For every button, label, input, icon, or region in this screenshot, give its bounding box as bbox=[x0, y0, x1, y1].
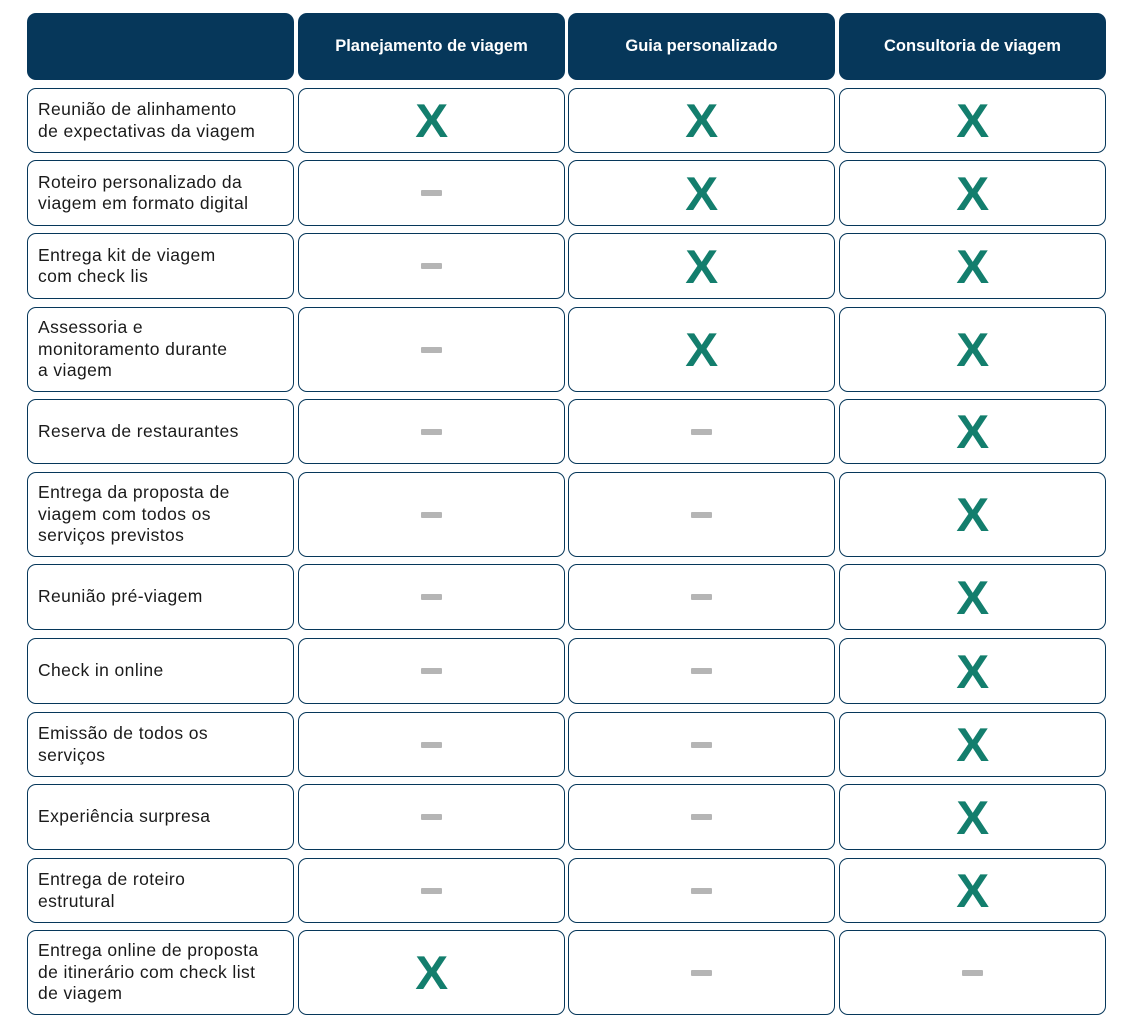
check-x-icon: X bbox=[956, 570, 989, 624]
feature-cell bbox=[568, 307, 835, 392]
feature-cell bbox=[568, 858, 835, 923]
feature-cell bbox=[298, 784, 565, 850]
dash-icon bbox=[691, 742, 712, 748]
feature-cell bbox=[568, 472, 835, 557]
feature-cell bbox=[568, 638, 835, 704]
column-header: Consultoria de viagem bbox=[839, 13, 1106, 80]
header-corner bbox=[27, 13, 294, 80]
dash-icon bbox=[421, 429, 442, 435]
row-label-text: Reunião pré-viagem bbox=[38, 586, 203, 607]
feature-cell bbox=[839, 160, 1106, 226]
feature-cell bbox=[298, 472, 565, 557]
check-x-icon: X bbox=[685, 323, 718, 376]
feature-cell bbox=[839, 858, 1106, 923]
check-x-icon: X bbox=[956, 790, 989, 844]
row-label bbox=[27, 930, 294, 1015]
feature-cell bbox=[839, 930, 1106, 1015]
feature-cell bbox=[298, 564, 565, 630]
row-label bbox=[27, 638, 294, 704]
check-x-icon: X bbox=[956, 488, 989, 541]
feature-cell bbox=[298, 233, 565, 299]
check-x-icon: X bbox=[685, 94, 718, 147]
feature-cell bbox=[568, 564, 835, 630]
dash-icon bbox=[691, 814, 712, 820]
dash-icon bbox=[421, 814, 442, 820]
dash-icon bbox=[421, 668, 442, 674]
column-header: Planejamento de viagem bbox=[298, 13, 565, 80]
row-label bbox=[27, 88, 294, 153]
row-label-text: Entrega online de proposta de itinerário com check list de viagem bbox=[38, 940, 259, 1004]
row-label-text: Roteiro personalizado da viagem em formato digital bbox=[38, 171, 249, 213]
row-label bbox=[27, 564, 294, 630]
feature-cell bbox=[298, 307, 565, 392]
dash-icon bbox=[691, 888, 712, 894]
row-label bbox=[27, 307, 294, 392]
dash-icon bbox=[421, 512, 442, 518]
dash-icon bbox=[691, 429, 712, 435]
feature-cell bbox=[568, 88, 835, 153]
check-x-icon: X bbox=[415, 946, 448, 999]
check-x-icon: X bbox=[956, 94, 989, 147]
check-x-icon: X bbox=[956, 864, 989, 917]
row-label-text: Check in online bbox=[38, 660, 164, 681]
feature-cell bbox=[298, 638, 565, 704]
check-x-icon: X bbox=[685, 239, 718, 293]
feature-cell bbox=[839, 564, 1106, 630]
feature-cell bbox=[839, 233, 1106, 299]
row-label-text: Reunião de alinhamento de expectativas da viagem bbox=[38, 99, 256, 141]
check-x-icon: X bbox=[415, 94, 448, 147]
dash-icon bbox=[691, 594, 712, 600]
row-label-text: Reserva de restaurantes bbox=[38, 420, 239, 441]
feature-cell bbox=[568, 784, 835, 850]
feature-cell bbox=[839, 638, 1106, 704]
check-x-icon: X bbox=[956, 166, 989, 220]
row-label bbox=[27, 784, 294, 850]
feature-cell bbox=[839, 712, 1106, 777]
dash-icon bbox=[421, 888, 442, 894]
row-label bbox=[27, 712, 294, 777]
row-label bbox=[27, 160, 294, 226]
row-label bbox=[27, 233, 294, 299]
feature-cell bbox=[568, 399, 835, 464]
feature-cell bbox=[298, 712, 565, 777]
dash-icon bbox=[421, 742, 442, 748]
row-label bbox=[27, 858, 294, 923]
feature-cell bbox=[298, 88, 565, 153]
row-label-text: Entrega de roteiro estrutural bbox=[38, 869, 186, 911]
dash-icon bbox=[691, 512, 712, 518]
check-x-icon: X bbox=[956, 644, 989, 698]
feature-cell bbox=[298, 930, 565, 1015]
dash-icon bbox=[421, 190, 442, 196]
dash-icon bbox=[962, 970, 983, 976]
check-x-icon: X bbox=[956, 718, 989, 771]
dash-icon bbox=[691, 668, 712, 674]
dash-icon bbox=[421, 347, 442, 353]
feature-cell bbox=[568, 160, 835, 226]
column-header: Guia personalizado bbox=[568, 13, 835, 80]
check-x-icon: X bbox=[956, 405, 989, 458]
feature-cell bbox=[839, 399, 1106, 464]
feature-cell bbox=[298, 160, 565, 226]
dash-icon bbox=[421, 263, 442, 269]
row-label-text: Entrega kit de viagem com check lis bbox=[38, 244, 216, 286]
feature-cell bbox=[839, 88, 1106, 153]
feature-cell bbox=[568, 930, 835, 1015]
check-x-icon: X bbox=[685, 166, 718, 220]
feature-cell bbox=[298, 858, 565, 923]
dash-icon bbox=[691, 970, 712, 976]
row-label bbox=[27, 472, 294, 557]
feature-cell bbox=[839, 472, 1106, 557]
feature-cell bbox=[298, 399, 565, 464]
row-label-text: Assessoria e monitoramento durante a viagem bbox=[38, 317, 228, 381]
feature-cell bbox=[839, 307, 1106, 392]
row-label-text: Emissão de todos os serviços bbox=[38, 723, 209, 765]
row-label-text: Experiência surpresa bbox=[38, 806, 211, 827]
row-label bbox=[27, 399, 294, 464]
check-x-icon: X bbox=[956, 323, 989, 376]
feature-cell bbox=[568, 233, 835, 299]
check-x-icon: X bbox=[956, 239, 989, 293]
row-label-text: Entrega da proposta de viagem com todos os serviços previstos bbox=[38, 482, 230, 546]
feature-cell bbox=[839, 784, 1106, 850]
feature-cell bbox=[568, 712, 835, 777]
dash-icon bbox=[421, 594, 442, 600]
